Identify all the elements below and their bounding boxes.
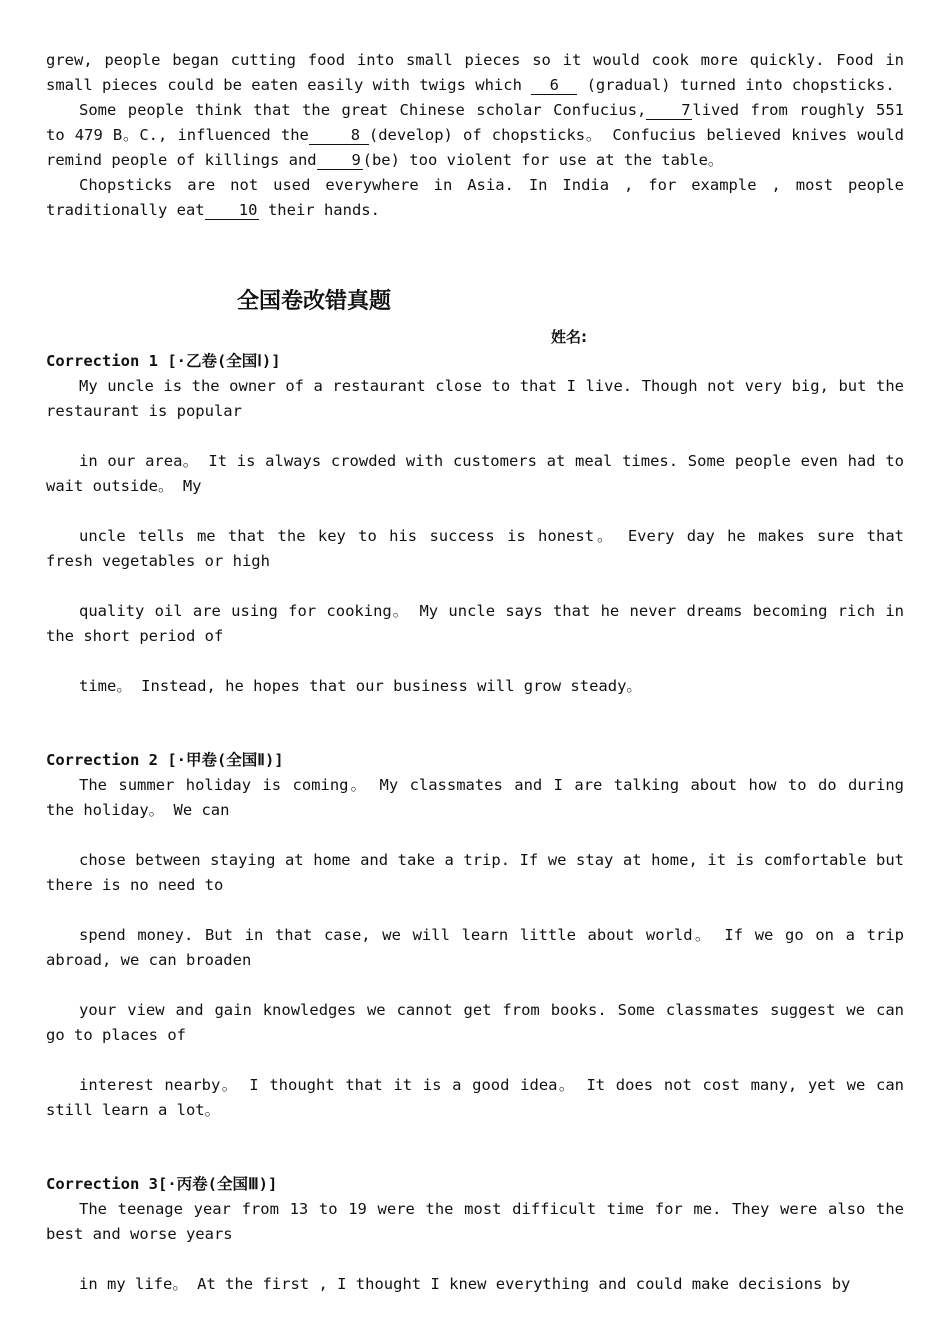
correction-3-line-1: The teenage year from 13 to 19 were the most difficult time for me. They were also the best and worse years (46, 1200, 904, 1243)
correction-2-line-5: interest nearby。 I thought that it is a good idea。 It does not cost many, yet we can still learn a lot。 (46, 1076, 904, 1119)
document-body (46, 48, 904, 223)
correction-1-line-3: uncle tells me that the key to his success is honest。 Every day he makes sure that fresh vegetables or high (46, 527, 904, 570)
blank-7: 7 (646, 101, 692, 120)
correction-1-line-4: quality oil are using for cooking。 My uncle says that he never dreams becoming rich in the short period of (46, 602, 904, 645)
correction-1-heading: Correction 1 [·乙卷(全国Ⅰ)] (46, 352, 281, 370)
correction-2-line-4: your view and gain knowledges we cannot get from books. Some classmates suggest we can go to places of (46, 1001, 904, 1044)
page-title: 全国卷改错真题 (237, 289, 392, 314)
correction-2-line-3: spend money. But in that case, we will learn little about world。 If we go on a trip abroad, we can broaden (46, 926, 904, 969)
blank-8: 8 (309, 126, 369, 145)
intro-paragraph-3: Chopsticks are not used everywhere in Asia. In India , for example , most people traditionally eat 10 their hands. (46, 176, 904, 219)
correction-3-line-2: in my life。 At the first , I thought I knew everything and could make decisions by (79, 1275, 851, 1293)
blank-10: 10 (205, 201, 259, 220)
corrections (46, 349, 904, 1297)
name-label: 姓名: (551, 328, 587, 346)
intro-paragraph-2: Some people think that the great Chinese scholar Confucius, 7 lived from roughly 551 to 479 B。C., influenced the 8 (develop) of chopsticks。 Confucius believed knives would remind people of killings and 9 (be) too violent for use at the table。 (46, 101, 904, 169)
blank-9: 9 (317, 151, 363, 170)
correction-1-line-5: time。 Instead, he hopes that our business will grow steady。 (79, 677, 642, 695)
correction-2-line-1: The summer holiday is coming。 My classmates and I are talking about how to do during the holiday。 We can (46, 776, 904, 819)
correction-2-line-2: chose between staying at home and take a trip. If we stay at home, it is comfortable but there is no need to (46, 851, 904, 894)
correction-2-heading: Correction 2 [·甲卷(全国Ⅱ)] (46, 751, 284, 769)
correction-1-line-1: My uncle is the owner of a restaurant close to that I live. Though not very big, but the restaurant is popular (46, 377, 904, 420)
blank-6: 6 (531, 76, 577, 95)
correction-3-heading: Correction 3[·丙卷(全国Ⅲ)] (46, 1175, 278, 1193)
intro-paragraph-1: grew, people began cutting food into small pieces so it would cook more quickly. Food in small pieces could be eaten easily with twigs which 6 (gradual) turned into chopsticks. (46, 51, 904, 94)
correction-1-line-2: in our area。 It is always crowded with customers at meal times. Some people even had to wait outside。 My (46, 452, 904, 495)
